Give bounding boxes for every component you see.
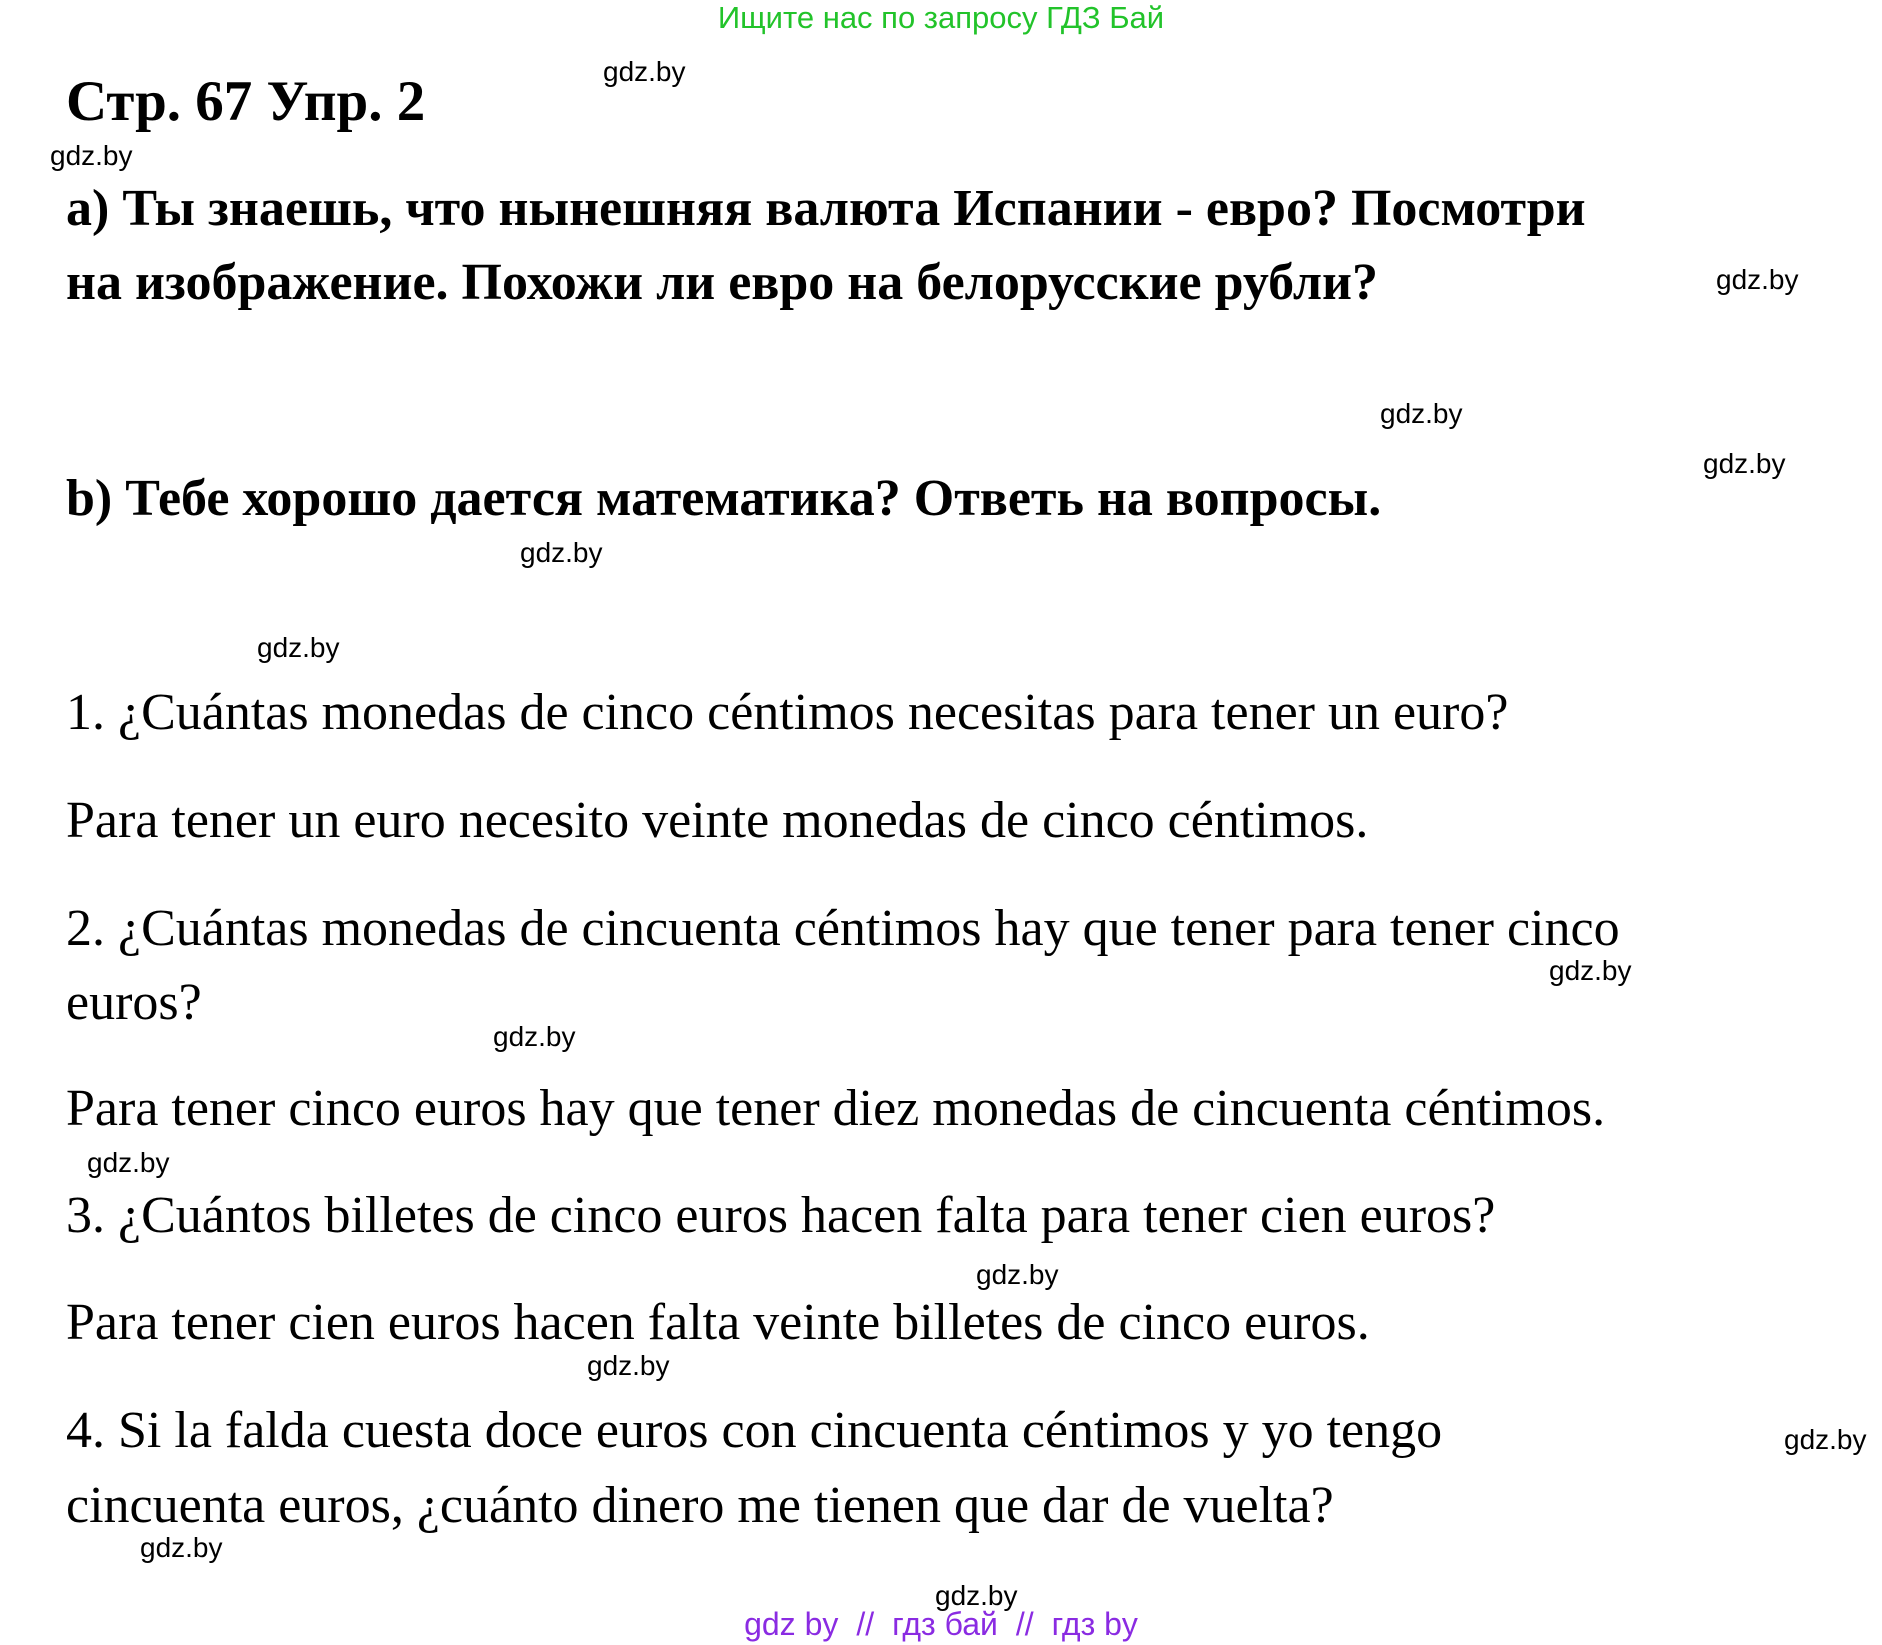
question-4-line-2: cincuenta euros, ¿cuánto dinero me tienen que dar de vuelta?	[66, 1477, 1334, 1534]
answer-3: Para tener cien euros hacen falta veinte billetes de cinco euros.	[66, 1294, 1370, 1351]
watermark: gdz.by	[976, 1259, 1059, 1290]
page-title: Стр. 67 Упр. 2	[66, 70, 426, 133]
watermark: gdz.by	[1716, 264, 1799, 295]
footer-link-gdz-bai[interactable]: гдз бай	[892, 1606, 998, 1642]
question-2-line-2: euros?	[66, 974, 202, 1031]
question-4-line-1: 4. Si la falda cuesta doce euros con cincuenta céntimos y yo tengo	[66, 1402, 1443, 1459]
top-banner[interactable]: Ищите нас по запросу ГДЗ Бай	[717, 0, 1165, 35]
task-a-line-1: a) Ты знаешь, что нынешняя валюта Испании - евро? Посмотри	[66, 180, 1586, 237]
watermark: gdz.by	[140, 1532, 223, 1563]
question-3: 3. ¿Cuántos billetes de cinco euros hacen falta para tener cien euros?	[66, 1187, 1496, 1244]
footer-separator: //	[856, 1606, 875, 1642]
footer-links	[0, 1605, 1882, 1643]
watermark: gdz.by	[1380, 398, 1463, 429]
footer-link-gdz-by[interactable]: gdz by	[744, 1606, 839, 1642]
watermark: gdz.by	[603, 56, 686, 87]
task-a-line-2: на изображение. Похожи ли евро на белорусские рубли?	[66, 254, 1379, 311]
watermark: gdz.by	[257, 632, 340, 663]
watermark: gdz.by	[587, 1350, 670, 1381]
task-b: b) Тебе хорошо дается математика? Ответь на вопросы.	[66, 470, 1382, 527]
watermark: gdz.by	[1784, 1424, 1867, 1455]
watermark: gdz.by	[935, 1580, 1018, 1611]
watermark: gdz.by	[1549, 955, 1632, 986]
watermark: gdz.by	[87, 1147, 170, 1178]
answer-2: Para tener cinco euros hay que tener diez monedas de cincuenta céntimos.	[66, 1080, 1606, 1137]
watermark: gdz.by	[50, 140, 133, 171]
footer-separator: //	[1015, 1606, 1034, 1642]
question-1: 1. ¿Cuántas monedas de cinco céntimos necesitas para tener un euro?	[66, 684, 1509, 741]
watermark: gdz.by	[493, 1021, 576, 1052]
answer-1: Para tener un euro necesito veinte monedas de cinco céntimos.	[66, 792, 1369, 849]
question-2-line-1: 2. ¿Cuántas monedas de cincuenta céntimos hay que tener para tener cinco	[66, 900, 1620, 957]
footer-link-gdz-by-cyr[interactable]: гдз by	[1051, 1606, 1138, 1642]
watermark: gdz.by	[1703, 448, 1786, 479]
watermark: gdz.by	[520, 537, 603, 568]
